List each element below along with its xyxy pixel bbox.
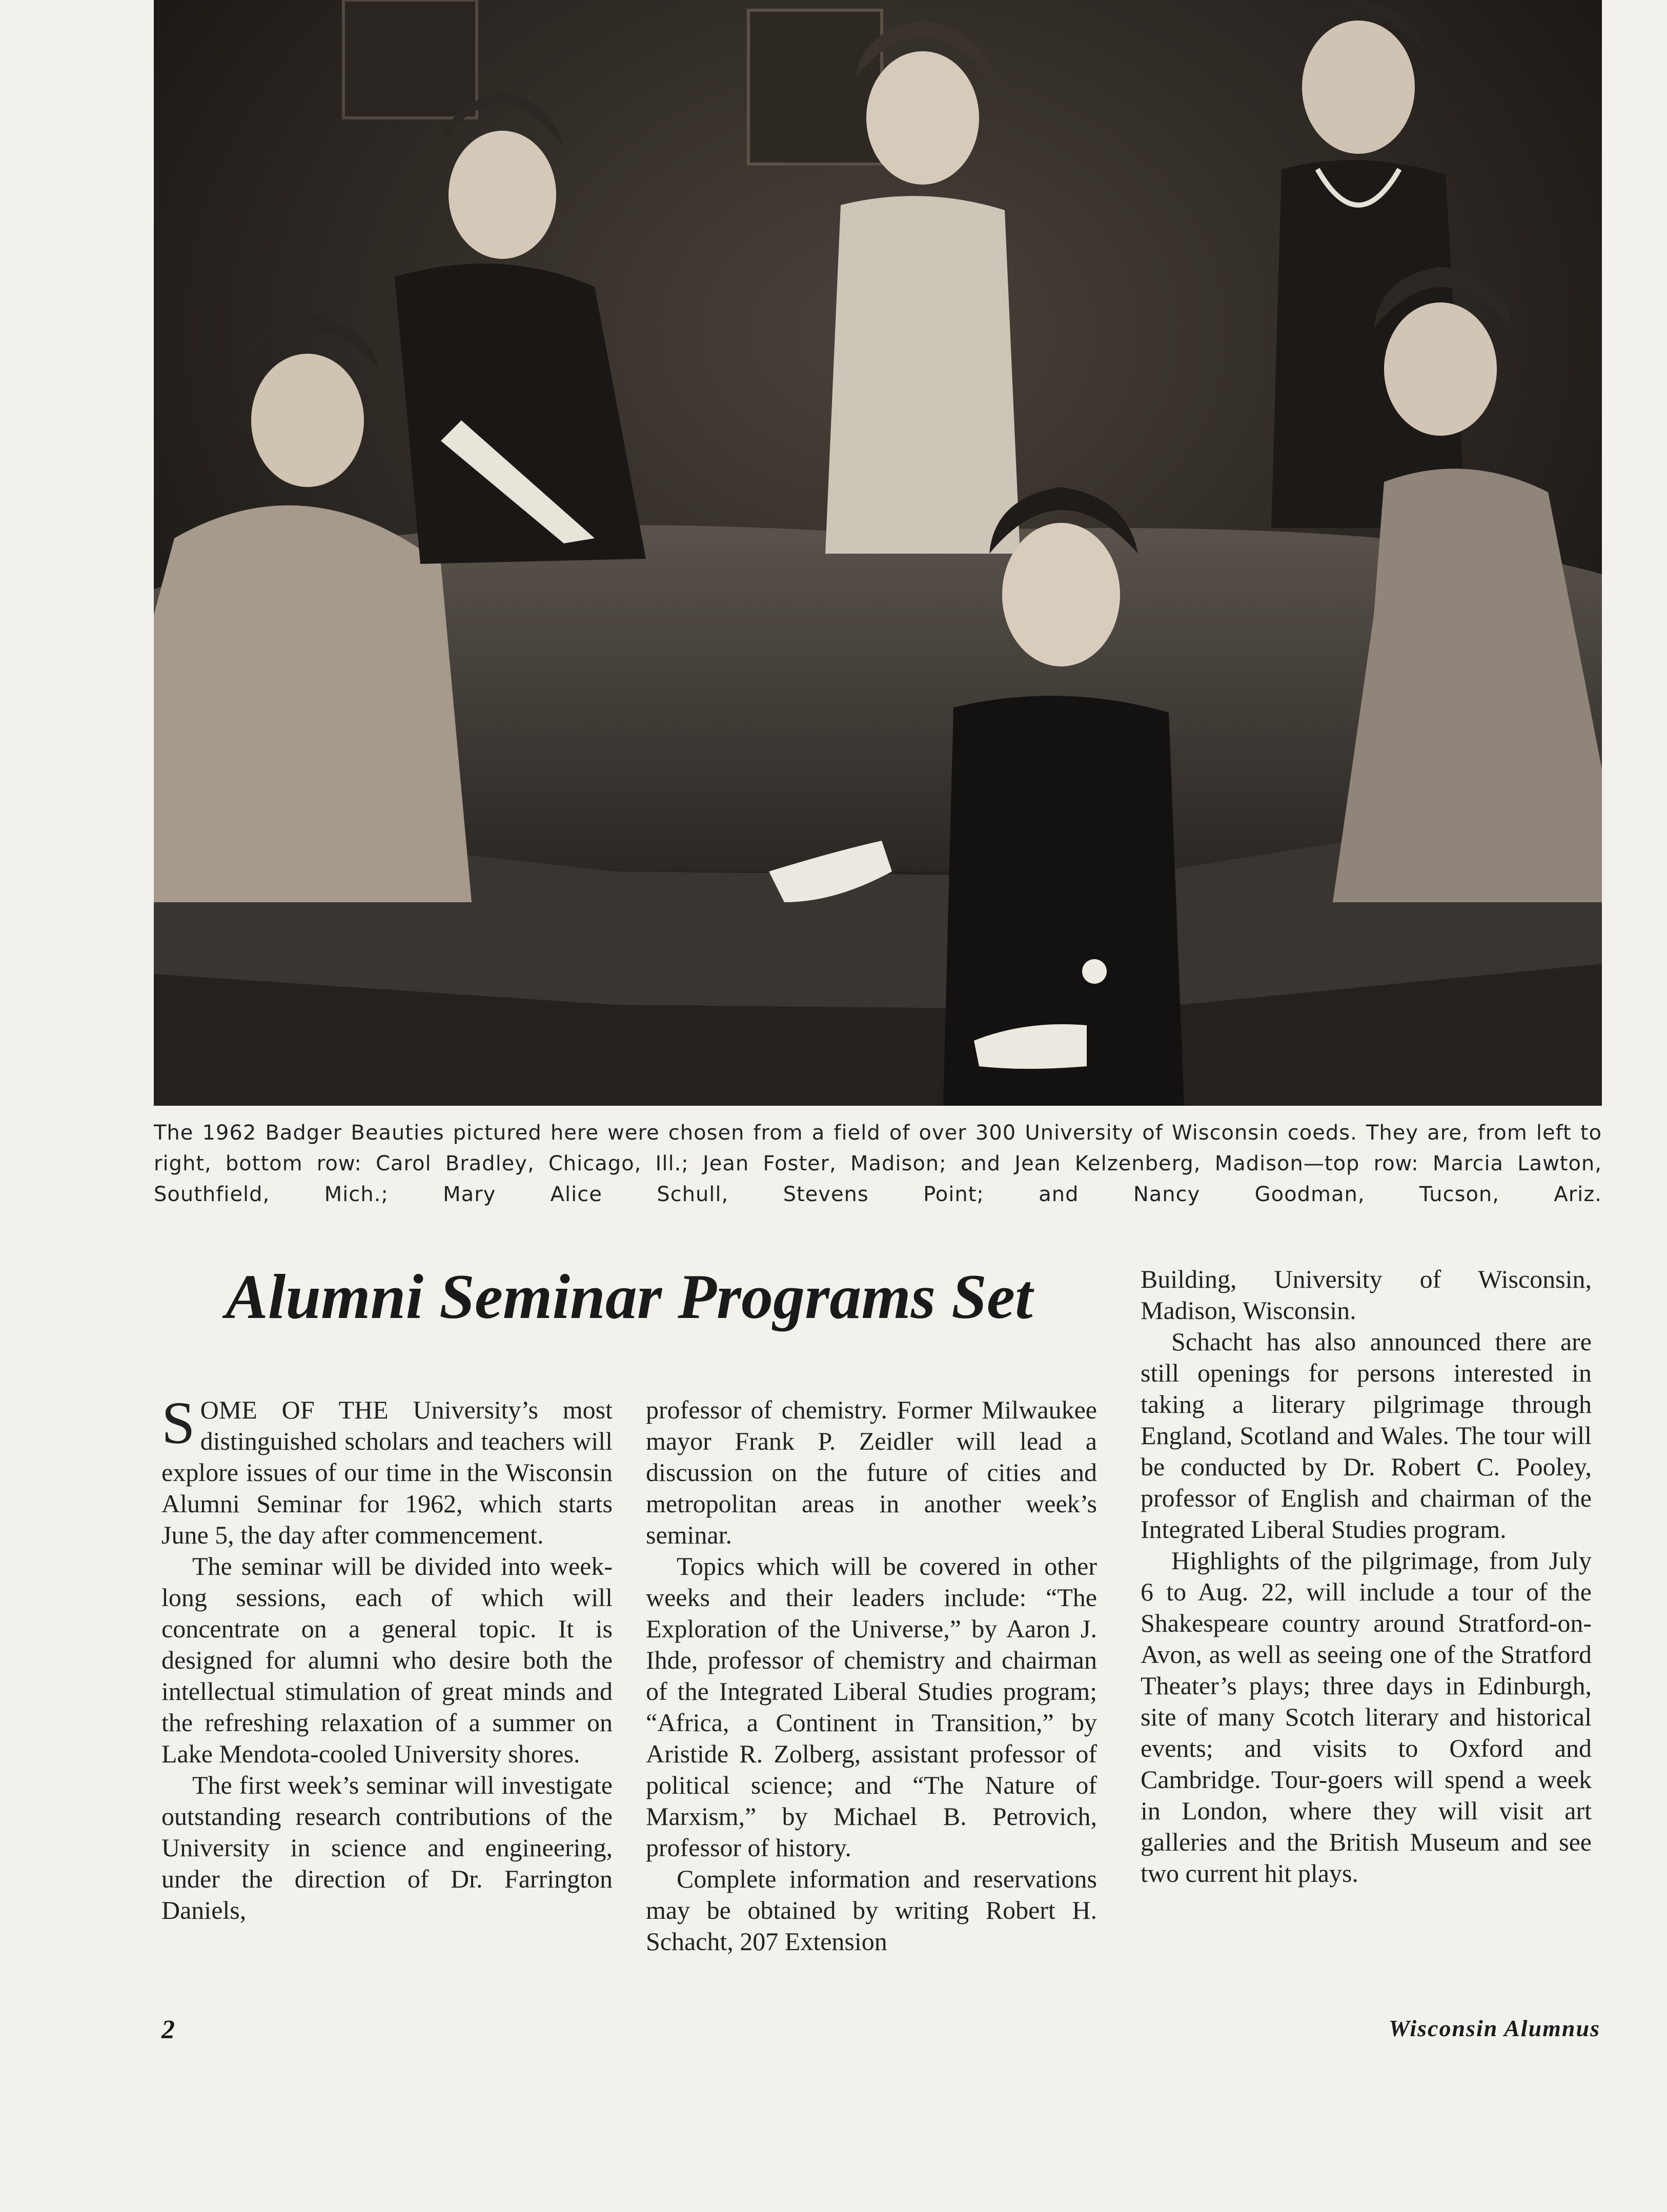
article-column-2 (646, 1394, 1097, 1957)
magazine-title: Wisconsin Alumnus (1389, 2015, 1600, 2041)
article-column-3 (1141, 1264, 1592, 1889)
paragraph: Topics which will be covered in other weeks and their leaders include: “The Exploration of the Universe,” by Aaron J. Ihde, professor of chemistry and chairman of the Integrated Liberal Studies program; “Africa, a Continent in Transition,” by Aristide R. Zolberg, assistant professor of political science; and “The Nature of Marxism,” by Michael B. Petrovich, professor of history. (646, 1552, 1097, 1862)
drop-cap: S (161, 1389, 195, 1456)
photo-caption: The 1962 Badger Beauties pictured here were chosen from a field of over 300 University of Wisconsin coeds. They are, from left to right, bottom row: Carol Bradley, Chicago, Ill.; Jean Foster, Madison; and Jean Kelzenberg, Madison—top row: Marcia Lawton, Southfield, Mich.; Mary Alice Schull, Stevens Point; and Nancy Goodman, Tucson, Ariz. (154, 1121, 1602, 1206)
paragraph: Complete information and reservations may be obtained by writing Robert H. Schacht, 207 Extension (646, 1864, 1097, 1956)
badger-beauties-photo (154, 0, 1602, 1106)
paragraph: The first week’s seminar will investigate outstanding research contributions of the University in science and engineering, under the direction of Dr. Farrington Daniels, (161, 1771, 613, 1924)
paragraph: The seminar will be divided into week-long sessions, each of which will concentrate on a general topic. It is designed for alumni who desire both the intellectual stimulation of great minds and the refreshing relaxation of a summer on Lake Mendota-cooled University shores. (161, 1552, 613, 1768)
photo-illustration (154, 0, 1602, 1106)
paragraph: professor of chemistry. Former Milwaukee mayor Frank P. Zeidler will lead a discussion on the future of cities and metropolitan areas in another week’s seminar. (646, 1395, 1097, 1549)
page-number: 2 (161, 2015, 175, 2044)
article-column-1 (161, 1389, 613, 1926)
paragraph: Schacht has also announced there are still openings for persons interested in taking a literary pilgrimage through England, Scotland and Wales. The tour will be conducted by Dr. Robert C. Pooley, professor of English and chairman of the Integrated Liberal Studies program. (1141, 1327, 1592, 1544)
paragraph (161, 1389, 613, 1551)
paragraph: Highlights of the pilgrimage, from July 6 to Aug. 22, will include a tour of the Shakespeare country around Stratford-on-Avon, as well as seeing one of the Stratford Theater’s plays; three days in Edinburgh, site of many Scotch literary and historical events; and visits to Oxford and Cambridge. Tour-goers will spend a week in London, where they will visit art galleries and the British Museum and see two current hit plays. (1141, 1546, 1592, 1888)
paragraph-text: OME OF THE University’s most distinguished scholars and teachers will explore issues of our time in the Wisconsin Alumni Seminar for 1962, which starts June 5, the day after commencement. (161, 1395, 613, 1549)
paragraph: Building, University of Wisconsin, Madison, Wisconsin. (1141, 1265, 1592, 1325)
article-headline: Alumni Seminar Programs Set (226, 1262, 1033, 1332)
